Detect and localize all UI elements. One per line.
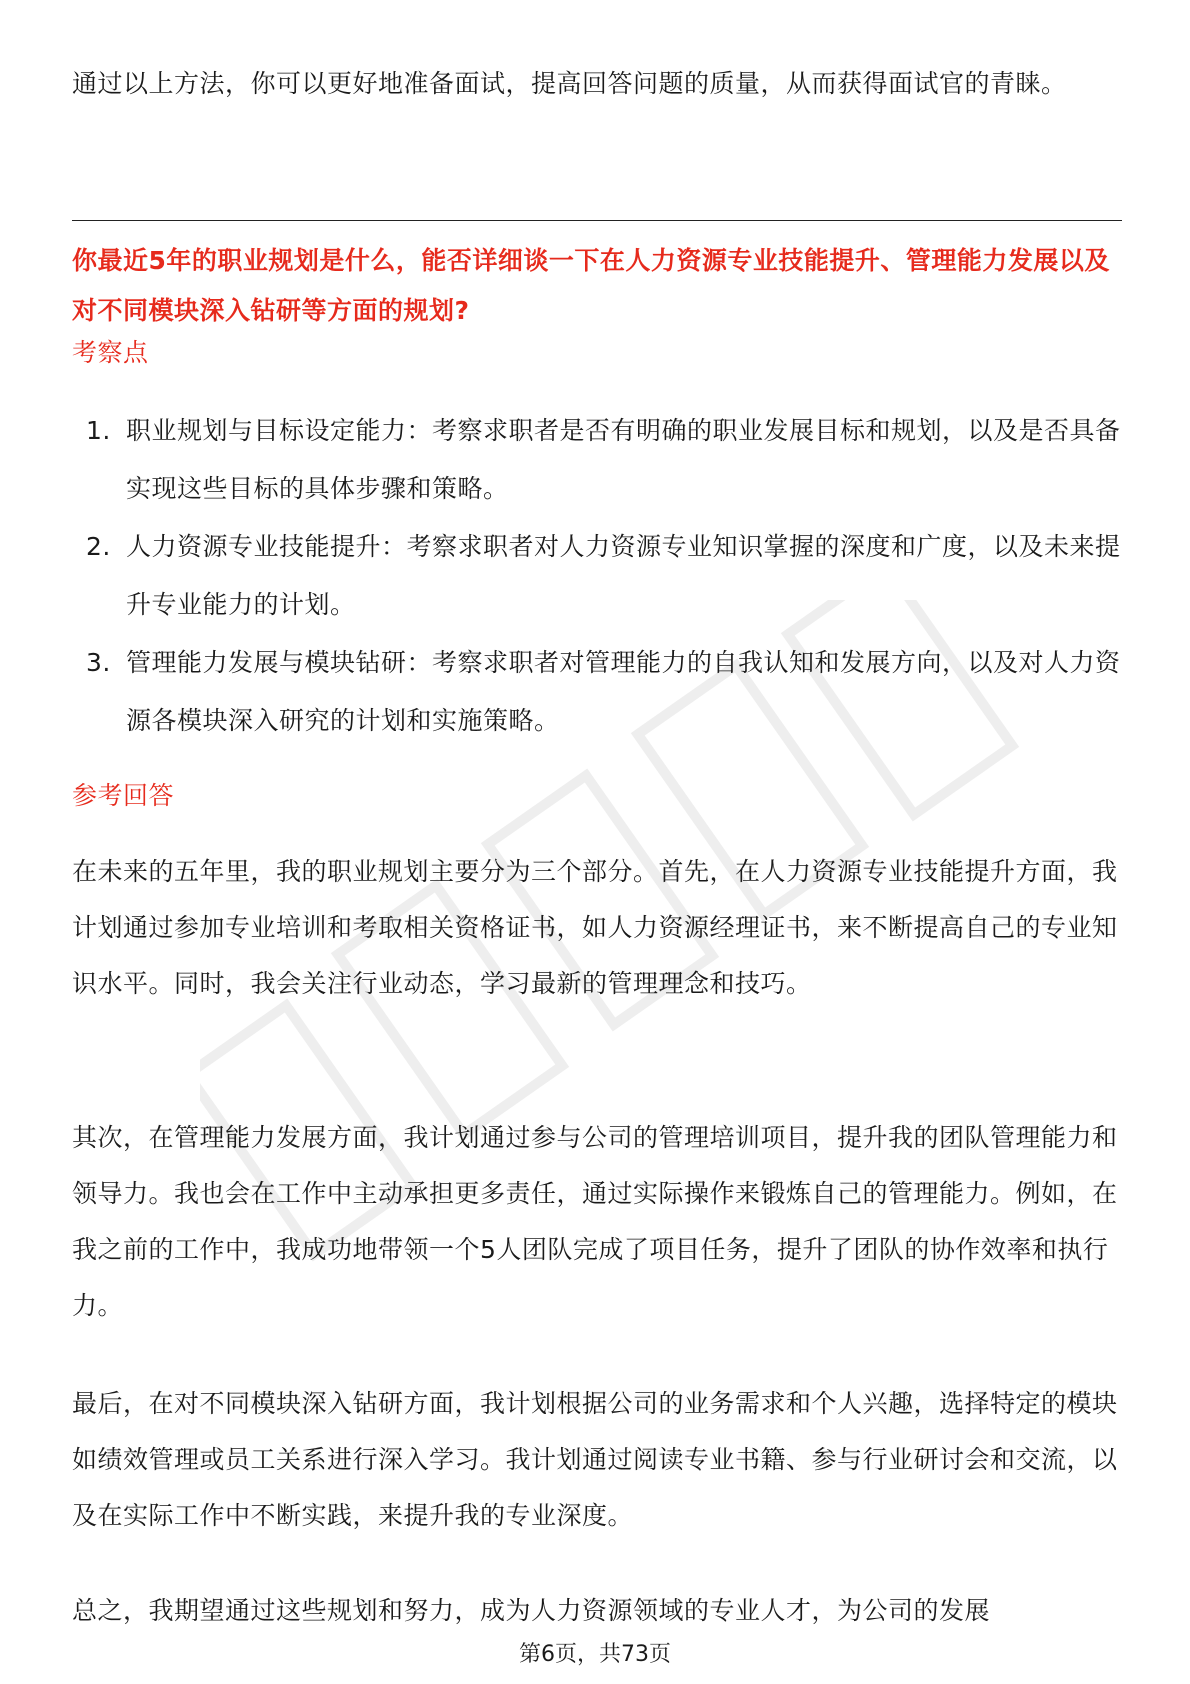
list-item-text: 管理能力发展与模块钻研：考察求职者对管理能力的自我认知和发展方向，以及对人力资源各模块深入研究的计划和实施策略。 bbox=[126, 648, 1121, 735]
answer-heading: 参考回答 bbox=[72, 781, 175, 810]
list-item-text: 人力资源专业技能提升：考察求职者对人力资源专业知识掌握的深度和广度，以及未来提升专业能力的计划。 bbox=[126, 532, 1121, 619]
list-number: 3. bbox=[86, 648, 111, 677]
answer-paragraph: 总之，我期望通过这些规划和努力，成为人力资源领域的专业人才，为公司的发展 bbox=[72, 1596, 991, 1625]
assessment-heading: 考察点 bbox=[72, 338, 149, 367]
list-number: 1. bbox=[86, 416, 111, 445]
page-number: 第6页，共73页 bbox=[519, 1642, 671, 1667]
section-divider bbox=[72, 220, 1122, 221]
intro-paragraph: 通过以上方法，你可以更好地准备面试，提高回答问题的质量，从而获得面试官的青睐。 bbox=[72, 69, 1067, 98]
list-number: 2. bbox=[86, 532, 111, 561]
list-item bbox=[72, 518, 1122, 634]
list-item bbox=[72, 402, 1122, 518]
list-item-text: 职业规划与目标设定能力：考察求职者是否有明确的职业发展目标和规划，以及是否具备实现这些目标的具体步骤和策略。 bbox=[126, 416, 1121, 503]
list-item bbox=[72, 634, 1122, 750]
answer-paragraph: 在未来的五年里，我的职业规划主要分为三个部分。首先，在人力资源专业技能提升方面，我计划通过参加专业培训和考取相关资格证书，如人力资源经理证书，来不断提高自己的专业知识水平。同时，我会关注行业动态，学习最新的管理理念和技巧。 bbox=[72, 857, 1118, 998]
question-title: 你最近5年的职业规划是什么，能否详细谈一下在人力资源专业技能提升、管理能力发展以及对不同模块深入钻研等方面的规划? bbox=[72, 246, 1110, 325]
answer-paragraph: 最后，在对不同模块深入钻研方面，我计划根据公司的业务需求和个人兴趣，选择特定的模块如绩效管理或员工关系进行深入学习。我计划通过阅读专业书籍、参与行业研讨会和交流，以及在实际工作中不断实践，来提升我的专业深度。 bbox=[72, 1389, 1118, 1530]
assessment-list bbox=[72, 402, 1122, 750]
answer-paragraph: 其次，在管理能力发展方面，我计划通过参与公司的管理培训项目，提升我的团队管理能力和领导力。我也会在工作中主动承担更多责任，通过实际操作来锻炼自己的管理能力。例如，在我之前的工作中，我成功地带领一个5人团队完成了项目任务，提升了团队的协作效率和执行力。 bbox=[72, 1123, 1118, 1320]
